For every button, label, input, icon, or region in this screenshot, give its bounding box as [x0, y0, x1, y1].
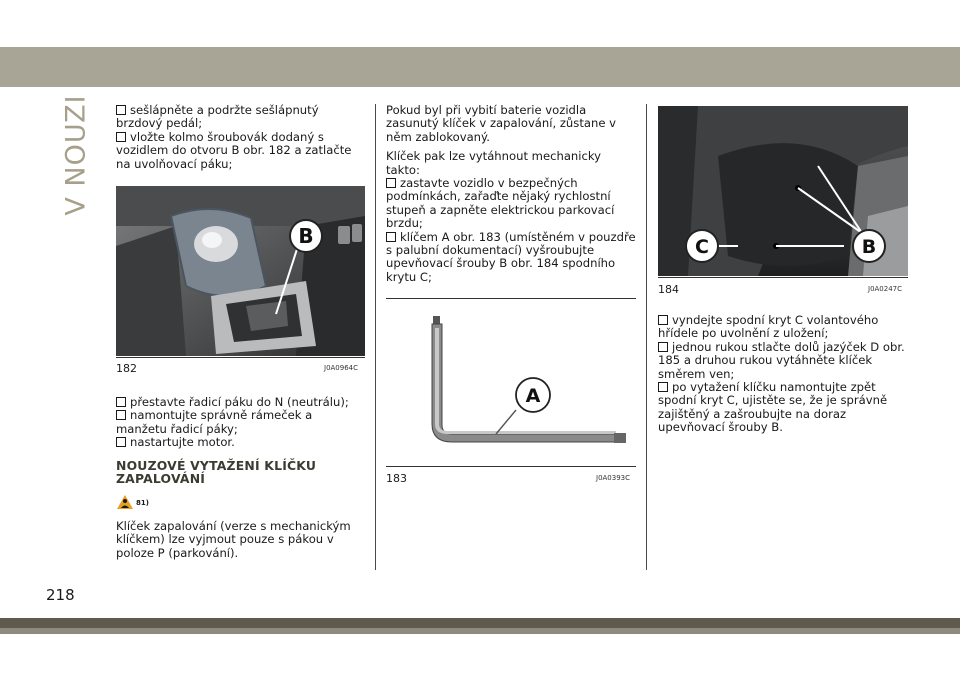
- checkbox-icon: [658, 342, 668, 352]
- figure-184-label-c: C: [695, 236, 709, 258]
- paragraph: Pokud byl při vybití baterie vozidla zasunutý klíček v zapalování, zůstane v něm zablokovaný.: [386, 103, 617, 144]
- paragraph: Klíček pak lze vytáhnout mechanicky takto:: [386, 149, 602, 177]
- chapter-tab-label: V NOUZI: [60, 94, 92, 216]
- warning-reference: 81): [116, 494, 366, 514]
- checkbox-icon: [116, 437, 126, 447]
- column-divider-2: [646, 104, 647, 570]
- figure-182-label-b: B: [298, 224, 314, 248]
- step-item: zastavte vozidlo v bezpečných podmínkách, zařaďte nějaký rychlostní stupeň a zapněte elektrickou parkovací brzdu;: [386, 176, 615, 231]
- step-item: namontujte správně rámeček a manžetu řadicí páky;: [116, 408, 313, 436]
- paragraph: Klíček zapalování (verze s mechanickým klíčkem) lze vyjmout pouze s pákou v poloze P (parkování).: [116, 518, 351, 560]
- figure-183-number: 183: [386, 472, 407, 485]
- figure-184-code: J0A0247C: [868, 285, 903, 293]
- column-1-lower: [116, 396, 366, 560]
- figure-183-top-rule: [386, 298, 636, 299]
- figure-182-number: 182: [116, 362, 137, 375]
- figure-183-rule: [386, 466, 636, 467]
- figure-182-photo: [116, 186, 365, 356]
- footer-band-light: [0, 628, 960, 634]
- figure-184-number: 184: [658, 283, 679, 296]
- checkbox-icon: [116, 132, 126, 142]
- page-number: 218: [46, 586, 75, 604]
- checkbox-icon: [386, 232, 396, 242]
- column-3: [658, 314, 908, 435]
- column-divider-1: [375, 104, 376, 570]
- warning-icon: [116, 494, 134, 510]
- step-item: sešlápněte a podržte sešlápnutý brzdový pedál;: [116, 103, 319, 131]
- step-item: po vytažení klíčku namontujte zpět spodní kryt C, ujistěte se, že je správně zajištěný a zašroubujte na doraz upevňovací šrouby B.: [658, 380, 888, 435]
- figure-184-rule: [658, 277, 908, 278]
- footer-band: [0, 618, 960, 628]
- header-band: [0, 47, 960, 87]
- column-1: [116, 104, 366, 171]
- step-item: nastartujte motor.: [116, 436, 366, 449]
- column-2: [386, 104, 638, 284]
- step-item: vložte kolmo šroubovák dodaný s vozidlem do otvoru B obr. 182 a zatlačte na uvolňovací páku;: [116, 129, 352, 171]
- step-item: vyndejte spodní kryt C volantového hřídele po uvolnění z uložení;: [658, 313, 879, 341]
- checkbox-icon: [116, 410, 126, 420]
- section-title: NOUZOVÉ VYTAŽENÍ KLÍČKU ZAPALOVÁNÍ: [116, 457, 317, 487]
- figure-184-photo: [658, 106, 908, 276]
- figure-183-illustration: [386, 300, 636, 465]
- step-item: jednou rukou stlačte dolů jazýček D obr. 185 a druhou rukou vytáhněte klíček směrem ven;: [658, 339, 905, 381]
- figure-182-code: J0A0964C: [324, 364, 359, 372]
- figure-182-rule: [116, 357, 365, 358]
- checkbox-icon: [116, 105, 126, 115]
- step-item: klíčem A obr. 183 (umístěném v pouzdře s palubní dokumentací) vyšroubujte upevňovací šrouby B obr. 184 spodního krytu C;: [386, 229, 636, 284]
- figure-183-label-a: A: [525, 385, 541, 407]
- figure-184-label-b: B: [861, 236, 877, 258]
- chapter-tab: [56, 94, 96, 216]
- checkbox-icon: [658, 382, 668, 392]
- step-item: přestavte řadicí páku do N (neutrálu);: [116, 396, 366, 409]
- checkbox-icon: [658, 315, 668, 325]
- checkbox-icon: [116, 397, 126, 407]
- figure-183-code: J0A0393C: [596, 474, 631, 482]
- checkbox-icon: [386, 178, 396, 188]
